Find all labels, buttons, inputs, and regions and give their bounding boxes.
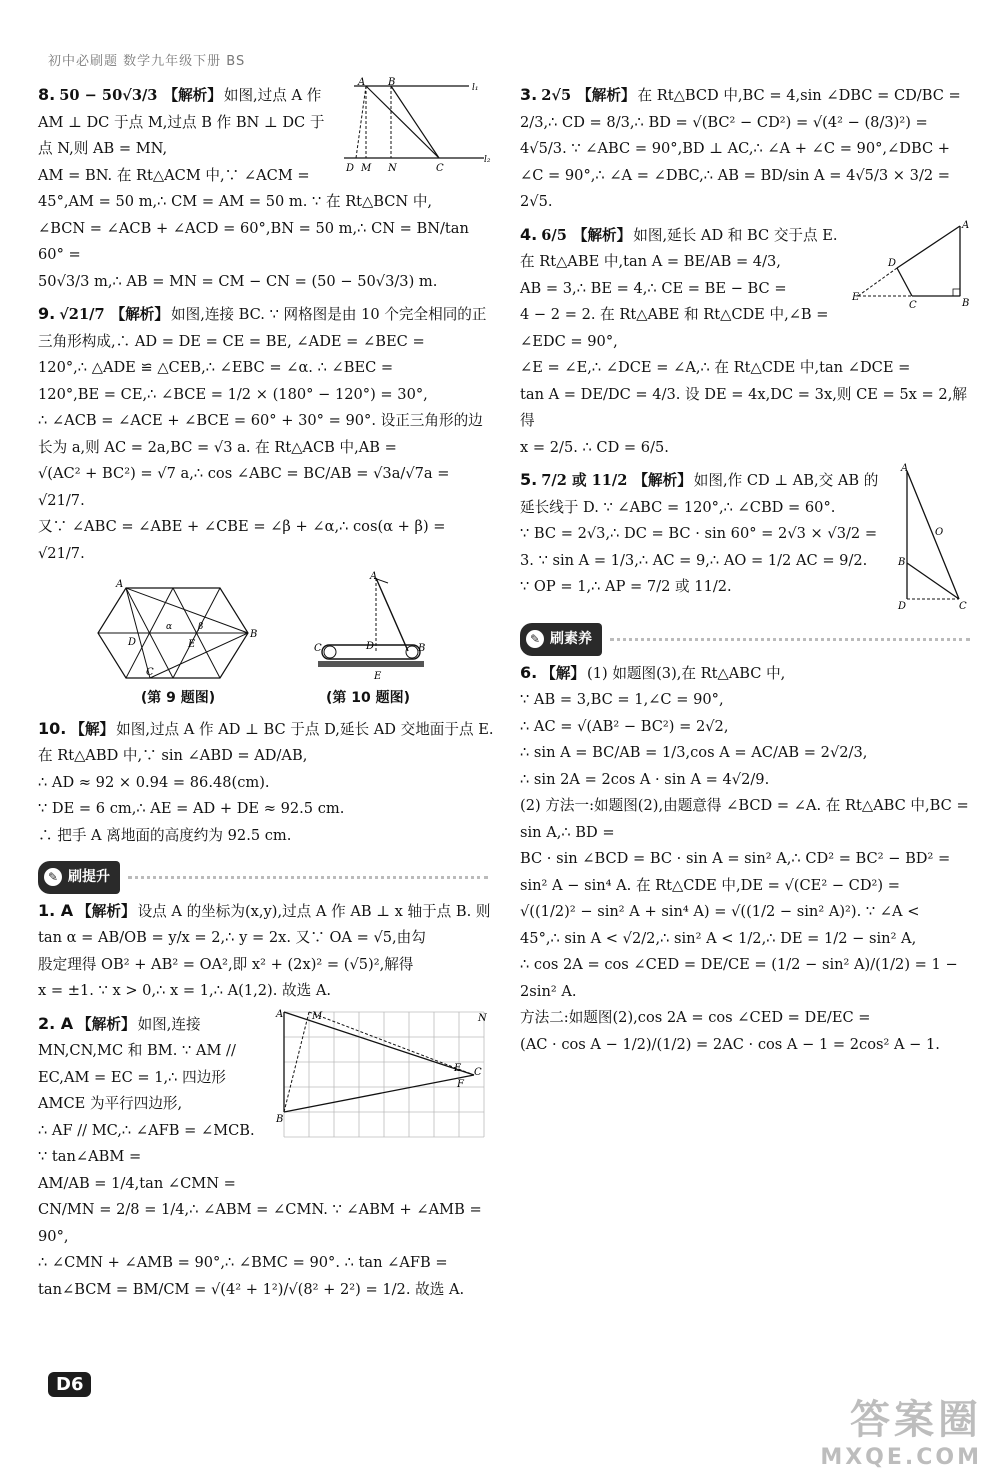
question-10 bbox=[38, 716, 494, 850]
svg-text:D: D bbox=[346, 163, 355, 174]
question-number: 1. A bbox=[38, 900, 74, 920]
solution-text: 在 Rt△ABD 中,∵ sin ∠ABD = AD/AB, bbox=[38, 747, 308, 764]
solution-text: 3. ∵ sin A = 1/3,∴ AC = 9,∴ AO = 1/2 AC = 9/2. bbox=[520, 551, 868, 569]
svg-text:B: B bbox=[276, 1113, 284, 1125]
solution-tag: 【解】 bbox=[541, 664, 586, 682]
solution-text: sin² A − sin⁴ A. 在 Rt△CDE 中,DE = √(CE² − CD²) = bbox=[520, 876, 900, 894]
analysis-tag: 【解析】 bbox=[77, 1015, 136, 1033]
svg-text:l₂: l₂ bbox=[484, 155, 491, 165]
solution-text: ∴ sin 2A = 2cos A · sin A = 4√2/9. bbox=[520, 770, 770, 788]
section-title: 刷素养 bbox=[550, 631, 592, 647]
svg-text:E: E bbox=[852, 291, 860, 303]
svg-text:E: E bbox=[454, 1062, 462, 1074]
solution-text: 120°,∴ △ADE ≌ △CEB,∴ ∠EBC = ∠α. ∴ ∠BEC = bbox=[38, 359, 394, 376]
solution-text: ∴ AD ≈ 92 × 0.94 = 86.48(cm). bbox=[38, 773, 270, 791]
svg-text:A: A bbox=[370, 571, 378, 582]
solution-text: tan A = DE/DC = 4/3. 设 DE = 4x,DC = 3x,则 CE = 5x = 2,解得 bbox=[520, 385, 967, 429]
svg-text:O: O bbox=[935, 527, 944, 538]
solution-text: ∠BCN = ∠ACB + ∠ACD = 60°,BN = 50 m,∴ CN = BN/tan 60° = bbox=[38, 219, 469, 263]
solution-text: x = ±1. ∵ x > 0,∴ x = 1,∴ A(1,2). 故选 A. bbox=[38, 982, 332, 999]
solution-text: 4 − 2 = 2. 在 Rt△ABE 和 Rt△CDE 中,∠B = ∠EDC = 90°, bbox=[520, 306, 829, 350]
answer-value: √21/7 bbox=[59, 306, 105, 323]
svg-text:B: B bbox=[418, 643, 426, 654]
figure-p4-triangle bbox=[852, 218, 972, 313]
svg-text:E: E bbox=[188, 639, 196, 650]
svg-text:N: N bbox=[478, 1012, 487, 1024]
svg-text:α: α bbox=[166, 622, 173, 632]
svg-text:M: M bbox=[361, 163, 372, 174]
figure-caption: (第 9 题图) bbox=[140, 690, 216, 706]
solution-text: (2) 方法一:如题图(2),由题意得 ∠BCD = ∠A. 在 Rt△ABC 中,BC = sin A,∴ BD = bbox=[520, 797, 969, 841]
question-8 bbox=[38, 77, 494, 295]
problem-2 bbox=[38, 1008, 494, 1304]
section-divider bbox=[610, 638, 970, 641]
analysis-tag: 【解析】 bbox=[163, 87, 222, 104]
solution-tag: 【解】 bbox=[70, 720, 115, 738]
analysis-tag: 【解析】 bbox=[110, 306, 169, 323]
solution-text: 如图,作 CD ⊥ AB,交 AB 的延长线于 D. ∵ ∠ABC = 120°,∴ ∠CBD = 60°. bbox=[520, 472, 879, 516]
question-number: 8. bbox=[38, 85, 56, 104]
hexagon-grid-diagram bbox=[98, 579, 258, 683]
svg-text:A: A bbox=[962, 219, 970, 231]
section-label bbox=[520, 623, 602, 656]
solution-text: 如图,过点 A 作 AM ⊥ DC 于点 M,过点 B 作 BN ⊥ DC 于点 N,则 AB = MN, bbox=[38, 87, 325, 157]
svg-text:D: D bbox=[128, 637, 137, 648]
solution-text: (AC · cos A − 1/2)/(1/2) = 2AC · cos A − 1 = 2cos² A − 1. bbox=[520, 1035, 940, 1053]
solution-text: ∴ 把手 A 离地面的高度约为 92.5 cm. bbox=[38, 826, 292, 844]
solution-text: 如图,连接 BC. ∵ 网格图是由 10 个完全相同的正三角形构成,∴ AD = DE = CE = BE, ∠ADE = ∠BEC = bbox=[38, 306, 487, 350]
solution-text: CN/MN = 2/8 = 1/4,∴ ∠ABM = ∠CMN. ∵ ∠ABM + ∠AMB = 90°, bbox=[38, 1201, 482, 1245]
figure-q8-diagram bbox=[344, 78, 494, 178]
question-number: 10. bbox=[38, 718, 67, 738]
question-number: 3. bbox=[520, 85, 538, 104]
solution-text: ∵ AB = 3,BC = 1,∠C = 90°, bbox=[520, 691, 724, 708]
solution-text: ∴ sin A = BC/AB = 1/3,cos A = AC/AB = 2√2/3, bbox=[520, 744, 868, 761]
section-badge-suyang bbox=[520, 623, 970, 656]
page-header: 初中必刷题 数学九年级下册 BS bbox=[48, 54, 246, 69]
svg-text:N: N bbox=[388, 163, 397, 174]
svg-text:β: β bbox=[198, 622, 204, 632]
question-number: 2. A bbox=[38, 1013, 74, 1033]
problem-3 bbox=[520, 82, 972, 216]
question-number: 4. bbox=[520, 224, 538, 244]
solution-text: ∴ ∠ACB = ∠ACE + ∠BCE = 60° + 30° = 90°. 设正三角形的边长为 a,则 AC = 2a,BC = √3 a. 在 Rt△ACB 中,AB = bbox=[38, 412, 483, 456]
pencil-icon: ✎ bbox=[526, 630, 544, 648]
solution-text: 45°,∴ sin A < √2/2,∴ sin² A < 1/2,∴ DE = 1/2 − sin² A, bbox=[520, 929, 917, 947]
svg-text:A: A bbox=[358, 77, 366, 88]
answer-value: 6/5 bbox=[541, 226, 567, 244]
svg-text:l₁: l₁ bbox=[472, 83, 479, 93]
solution-text: 方法二:如题图(2),cos 2A = cos ∠CED = DE/EC = bbox=[520, 1009, 871, 1026]
solution-text: 120°,BE = CE,∴ ∠BCE = 1/2 × (180° − 120°) = 30°, bbox=[38, 385, 428, 403]
svg-text:C: C bbox=[436, 163, 444, 174]
solution-text: ∠C = 90°,∴ ∠A = ∠DBC,∴ AB = BD/sin A = 4√5/3 × 3/2 = 2√5. bbox=[520, 166, 951, 210]
figure-9 bbox=[98, 579, 258, 712]
svg-text:A: A bbox=[116, 579, 124, 590]
svg-text:E: E bbox=[374, 671, 382, 682]
solution-text: ∴ AF // MC,∴ ∠AFB = ∠MCB. ∵ tan∠ABM = bbox=[38, 1121, 255, 1165]
solution-text: 4√5/3. ∵ ∠ABC = 90°,BD ⊥ AC,∴ ∠A + ∠C = 90°,∠DBC + bbox=[520, 140, 951, 157]
question-number: 6. bbox=[520, 662, 538, 682]
solution-text: √(AC² + BC²) = √7 a,∴ cos ∠ABC = BC/AB = √3a/√7a = √21/7. bbox=[38, 465, 450, 509]
answer-value: 7/2 或 11/2 bbox=[541, 472, 628, 489]
svg-text:A: A bbox=[276, 1008, 284, 1020]
figure-p5-triangle bbox=[897, 463, 972, 613]
svg-text:M: M bbox=[312, 1010, 323, 1022]
problem-6 bbox=[520, 660, 972, 1059]
watermark-logo bbox=[820, 1388, 982, 1470]
question-number: 9. bbox=[38, 304, 56, 323]
problem-4 bbox=[520, 219, 972, 462]
solution-text: 设点 A 的坐标为(x,y),过点 A 作 AB ⊥ x 轴于点 B. 则 tan α = AB/OB = y/x = 2,∴ y = 2x. 又∵ OA = √5,由勾 bbox=[38, 902, 491, 946]
svg-text:B: B bbox=[250, 629, 258, 640]
analysis-tag: 【解析】 bbox=[77, 902, 136, 920]
solution-text: √21/7. bbox=[38, 544, 85, 562]
question-number: 5. bbox=[520, 470, 538, 489]
solution-text: √((1/2)² − sin² A + sin⁴ A) = √((1/2 − sin² A)²). ∵ ∠A < bbox=[520, 903, 920, 920]
analysis-tag: 【解析】 bbox=[572, 226, 632, 244]
solution-text: AB = 3,∴ BE = 4,∴ CE = BE − BC = bbox=[520, 279, 787, 297]
solution-text: ∴ ∠CMN + ∠AMB = 90°,∴ ∠BMC = 90°. ∴ tan ∠AFB = bbox=[38, 1254, 448, 1271]
svg-text:C: C bbox=[959, 601, 967, 612]
solution-text: 50√3/3 m,∴ AB = MN = CM − CN = (50 − 50√3/3) m. bbox=[38, 272, 438, 290]
solution-text: 如图,连接 MN,CN,MC 和 BM. ∵ AM // EC,AM = EC = 1,∴ 四边形 AMCE 为平行四边形, bbox=[38, 1015, 236, 1112]
solution-text: AM/AB = 1/4,tan ∠CMN = bbox=[38, 1174, 236, 1192]
solution-text: 如图,延长 AD 和 BC 交于点 E. 在 Rt△ABE 中,tan A = BE/AB = 4/3, bbox=[520, 226, 838, 270]
solution-text: ∴ cos 2A = cos ∠CED = DE/CE = (1/2 − sin² A)/(1/2) = 1 − 2sin² A. bbox=[520, 956, 958, 1000]
question-9 bbox=[38, 301, 494, 567]
analysis-tag: 【解析】 bbox=[633, 472, 692, 489]
svg-text:B: B bbox=[388, 77, 396, 88]
watermark-url: MXQE.COM bbox=[820, 1445, 982, 1470]
solution-text: 股定理得 OB² + AB² = OA²,即 x² + (2x)² = (√5)²,解得 bbox=[38, 955, 414, 973]
section-label bbox=[38, 861, 120, 894]
solution-text: (1) 如题图(3),在 Rt△ABC 中, bbox=[587, 664, 786, 682]
svg-text:D: D bbox=[366, 641, 375, 652]
svg-text:C: C bbox=[146, 667, 154, 678]
svg-text:C: C bbox=[314, 643, 322, 654]
figure-10 bbox=[308, 573, 428, 712]
solution-text: 如图,过点 A 作 AD ⊥ BC 于点 D,延长 AD 交地面于点 E. bbox=[116, 720, 494, 738]
solution-text: AM = BN. 在 Rt△ACM 中,∵ ∠ACM = 45°,AM = 50 m,∴ CM = AM = 50 m. ∵ 在 Rt△BCN 中, bbox=[38, 166, 433, 210]
section-title: 刷提升 bbox=[68, 869, 110, 885]
svg-text:A: A bbox=[901, 463, 909, 474]
solution-text: 2/3,∴ CD = 8/3,∴ BD = √(BC² − CD²) = √(4² − (8/3)²) = bbox=[520, 113, 928, 131]
solution-text: x = 2/5. ∴ CD = 6/5. bbox=[520, 438, 669, 456]
solution-text: ∵ DE = 6 cm,∴ AE = AD + DE ≈ 92.5 cm. bbox=[38, 800, 345, 817]
solution-text: ∴ AC = √(AB² − BC²) = 2√2, bbox=[520, 717, 729, 735]
solution-text: BC · sin ∠BCD = BC · sin A = sin² A,∴ CD² = BC² − BD² = bbox=[520, 850, 951, 867]
page-number: D6 bbox=[48, 1372, 91, 1397]
answer-value: 50 − 50√3/3 bbox=[59, 87, 158, 104]
figure-row bbox=[98, 573, 428, 712]
right-column bbox=[520, 82, 972, 1064]
section-divider bbox=[128, 876, 488, 879]
suitcase-diagram bbox=[308, 573, 428, 683]
solution-text: tan∠BCM = BM/CM = √(4² + 1²)/√(8² + 2²) = 1/2. 故选 A. bbox=[38, 1280, 465, 1298]
svg-text:D: D bbox=[898, 601, 907, 612]
left-column bbox=[38, 77, 494, 1309]
svg-text:D: D bbox=[888, 257, 897, 269]
svg-text:C: C bbox=[474, 1066, 482, 1078]
pencil-icon: ✎ bbox=[44, 868, 62, 886]
svg-text:C: C bbox=[909, 299, 917, 311]
svg-text:B: B bbox=[962, 297, 970, 309]
grid-figure-p2 bbox=[274, 1007, 494, 1142]
problem-1 bbox=[38, 898, 494, 1005]
solution-text: ∵ BC = 2√3,∴ DC = BC · sin 60° = 2√3 × √3/2 = bbox=[520, 525, 878, 542]
answer-value: 2√5 bbox=[541, 87, 572, 104]
svg-text:F: F bbox=[457, 1078, 464, 1090]
solution-text: 又∵ ∠ABC = ∠ABE + ∠CBE = ∠β + ∠α,∴ cos(α + β) = bbox=[38, 518, 446, 535]
section-badge-tisheng bbox=[38, 861, 488, 894]
solution-text: ∠E = ∠E,∴ ∠DCE = ∠A,∴ 在 Rt△CDE 中,tan ∠DCE = bbox=[520, 359, 911, 376]
figure-caption: (第 10 题图) bbox=[325, 690, 411, 706]
solution-text: 在 Rt△BCD 中,BC = 4,sin ∠DBC = CD/BC = bbox=[637, 87, 961, 104]
analysis-tag: 【解析】 bbox=[577, 87, 636, 104]
problem-5 bbox=[520, 463, 972, 612]
watermark-text: 答案圈 bbox=[850, 1397, 982, 1443]
svg-text:B: B bbox=[898, 557, 906, 568]
solution-text: ∵ OP = 1,∴ AP = 7/2 或 11/2. bbox=[520, 578, 732, 595]
